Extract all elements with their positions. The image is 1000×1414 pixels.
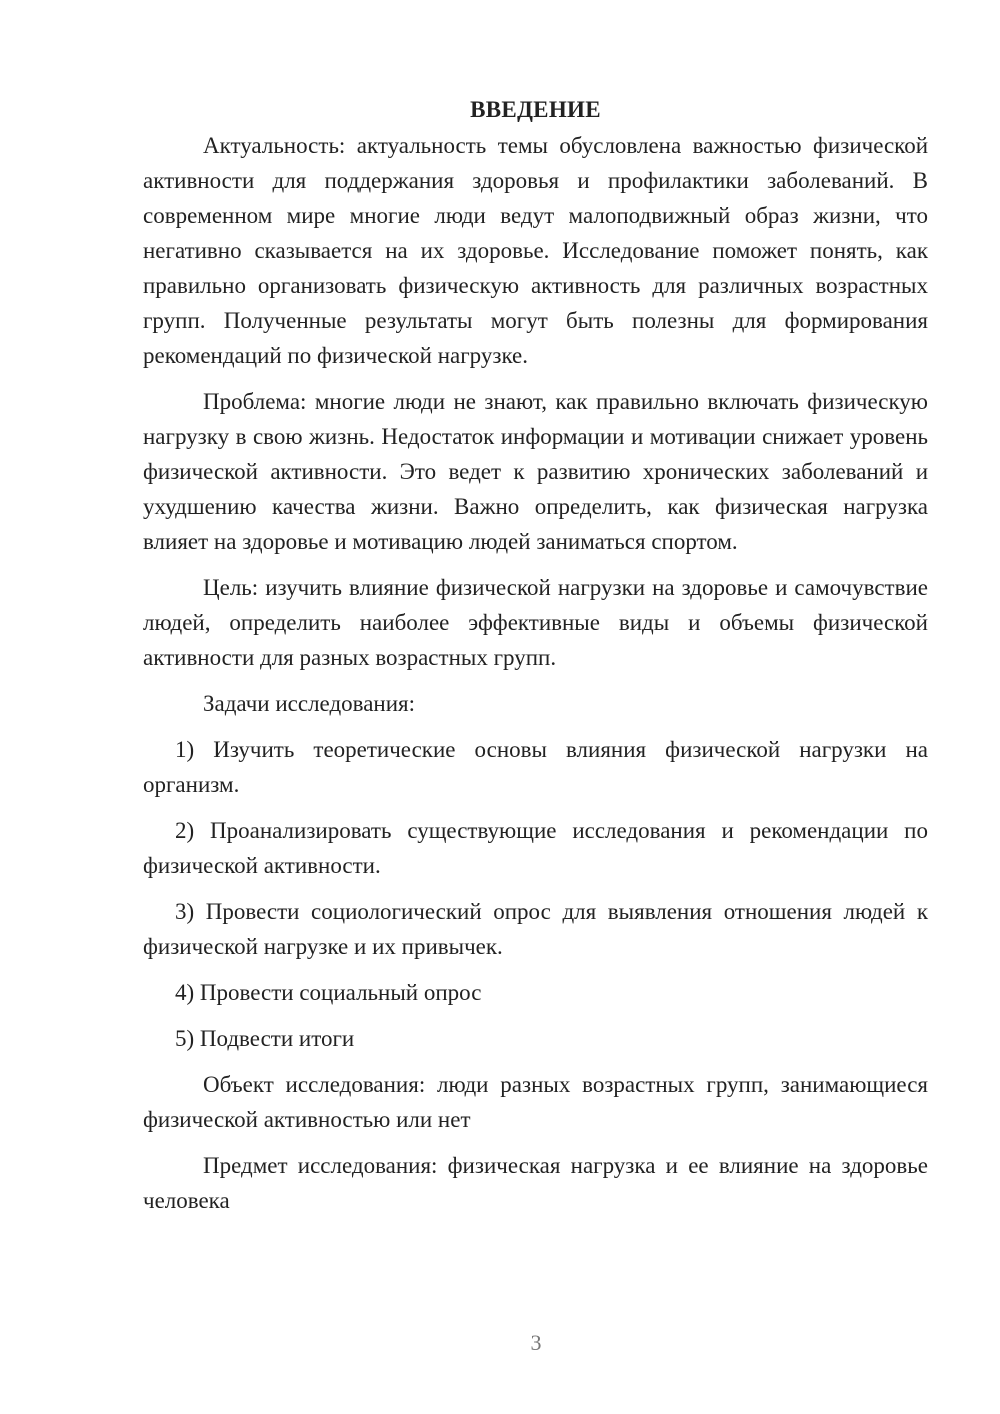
paragraph-object: Объект исследования: люди разных возрастных групп, занимающиеся физической активностью или нет bbox=[143, 1072, 928, 1132]
document-body bbox=[143, 92, 928, 1229]
task-item-2: 2) Проанализировать существующие исследования и рекомендации по физической активности. bbox=[143, 818, 928, 878]
section-title: ВВЕДЕНИЕ bbox=[470, 97, 601, 122]
paragraph-problem: Проблема: многие люди не знают, как правильно включать физическую нагрузку в свою жизнь. Недостаток информации и мотивации снижает уровень физической активности. Это ведет к развитию хронических заболеваний и ухудшению качества жизни. Важно определить, как физическая нагрузка влияет на здоровье и мотивацию людей заниматься спортом. bbox=[143, 389, 928, 554]
task-item-1: 1) Изучить теоретические основы влияния физической нагрузки на организм. bbox=[143, 737, 928, 797]
paragraph-subject: Предмет исследования: физическая нагрузка и ее влияние на здоровье человека bbox=[143, 1153, 928, 1213]
page-number: 3 bbox=[530, 1330, 542, 1355]
paragraph-relevance: Актуальность: актуальность темы обусловлена важностью физической активности для поддержания здоровья и профилактики заболеваний. В современном мире многие люди ведут малоподвижный образ жизни, что негативно сказывается на их здоровье. Исследование поможет понять, как правильно организовать физическую активность для различных возрастных групп. Полученные результаты могут быть полезны для формирования рекомендаций по физической нагрузке. bbox=[143, 133, 928, 368]
task-item-4: 4) Провести социальный опрос bbox=[175, 980, 482, 1005]
task-item-3: 3) Провести социологический опрос для выявления отношения людей к физической нагрузке и их привычек. bbox=[143, 899, 928, 959]
tasks-heading: Задачи исследования: bbox=[203, 691, 416, 716]
task-item-5: 5) Подвести итоги bbox=[175, 1026, 355, 1051]
paragraph-goal: Цель: изучить влияние физической нагрузки на здоровье и самочувствие людей, определить наиболее эффективные виды и объемы физической активности для разных возрастных групп. bbox=[143, 575, 928, 670]
